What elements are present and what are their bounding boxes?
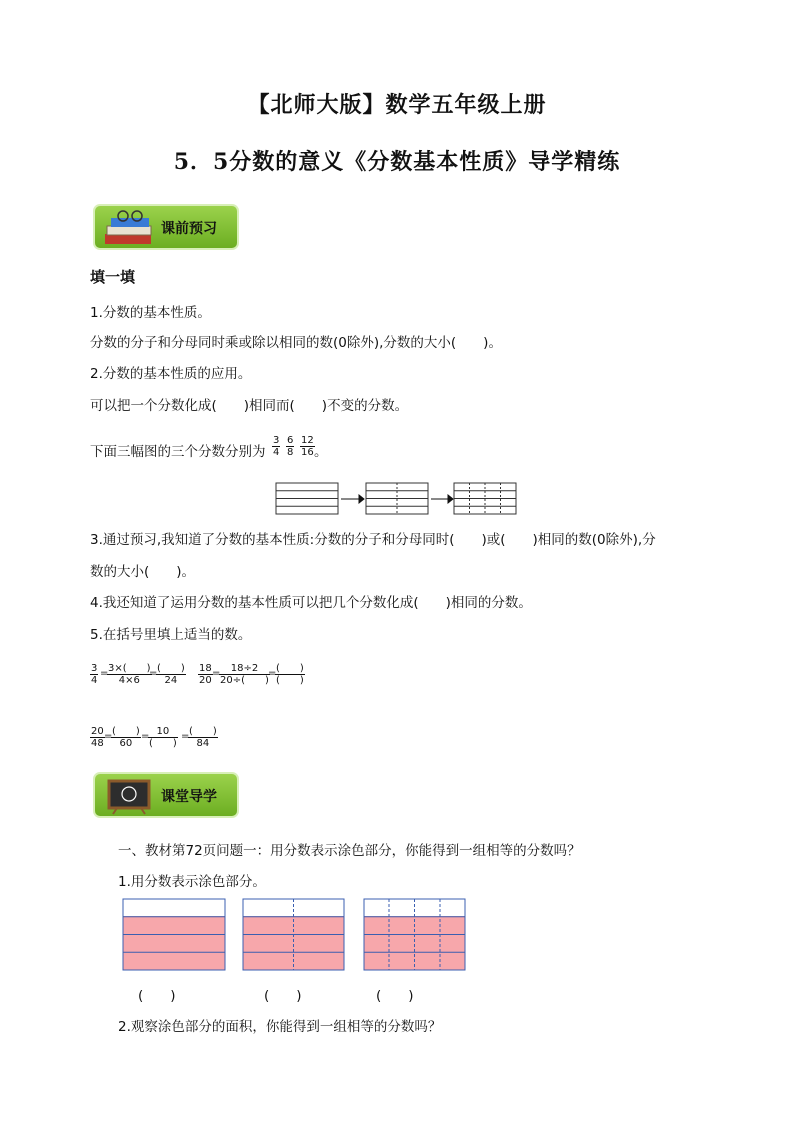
eq2-fraction-4[interactable]: ( ) 84 <box>189 726 217 749</box>
section2-question-1: 1.用分数表示涂色部分。 <box>118 874 266 890</box>
eq1-fraction-1: $\frac{3}{4}$ <box>91 663 98 686</box>
fraction-3-4: $\frac{3}{4}$ <box>273 435 280 458</box>
section2-question-2: 2.观察涂色部分的面积，你能得到一组相等的分数吗？ <box>118 1019 442 1035</box>
books-icon <box>101 210 159 248</box>
blackboard-icon <box>105 777 155 815</box>
guide-badge <box>93 772 239 818</box>
document-subtitle: 5．5分数的意义《分数基本性质》导学精练 <box>173 149 621 175</box>
question-5: 5.在括号里填上适当的数。 <box>90 627 252 643</box>
eq2-fraction-1: $\frac{20}{48}$ <box>91 726 104 749</box>
fraction-6-8: $\frac{6}{8}$ <box>287 435 294 458</box>
question-2: 2.分数的基本性质的应用。 <box>90 366 252 382</box>
three-figures-prefix: 下面三幅图的三个分数分别为 <box>90 444 266 460</box>
eq2-fraction-2[interactable]: ( ) 60 <box>112 726 140 749</box>
eq2-fraction-3[interactable]: 10 ( ) <box>149 726 177 749</box>
question-1-text: 分数的分子和分母同时乘或除以相同的数(0除外),分数的大小( )。 <box>90 335 502 351</box>
three-figures-line <box>90 440 266 460</box>
question-1: 1.分数的基本性质。 <box>90 305 211 321</box>
fraction-diagram <box>275 482 520 516</box>
answer-blank-2[interactable]: ( ) <box>264 988 302 1004</box>
shaded-figures <box>122 898 467 971</box>
eq1-fraction-3[interactable]: ( ) 24 <box>157 663 185 686</box>
answer-blank-3[interactable]: ( ) <box>376 988 414 1004</box>
eq1-fraction-2[interactable]: $\frac{3\times( )}{4\times 6}$ <box>108 663 151 686</box>
guide-badge-label: 课堂导学 <box>161 789 217 805</box>
preview-badge <box>93 204 239 250</box>
three-figures-suffix: 。 <box>314 444 328 460</box>
question-3-line1: 3.通过预习,我知道了分数的基本性质:分数的分子和分母同时( )或( )相同的数(0除外),分 <box>90 532 656 548</box>
eq1-fraction-6[interactable]: ( ) ( ) <box>276 663 304 686</box>
preview-badge-label: 课前预习 <box>161 221 217 237</box>
question-2-text: 可以把一个分数化成( )相同而( )不变的分数。 <box>90 398 409 414</box>
fraction-12-16: $\frac{12}{16}$ <box>301 435 314 458</box>
question-4: 4.我还知道了运用分数的基本性质可以把几个分数化成( )相同的分数。 <box>90 595 532 611</box>
question-3-line2: 数的大小( )。 <box>90 564 196 580</box>
answer-blank-1[interactable]: ( ) <box>138 988 176 1004</box>
eq1-fraction-4: $\frac{18}{20}$ <box>199 663 212 686</box>
fill-in-heading: 填一填 <box>90 268 136 286</box>
eq1-fraction-5[interactable]: $\frac{18\div 2}{20\div( )}$ <box>220 663 269 686</box>
section2-intro: 一、教材第72页问题一：用分数表示涂色部分，你能得到一组相等的分数吗？ <box>118 843 581 859</box>
document-title: 【北师大版】数学五年级上册 <box>247 92 547 118</box>
